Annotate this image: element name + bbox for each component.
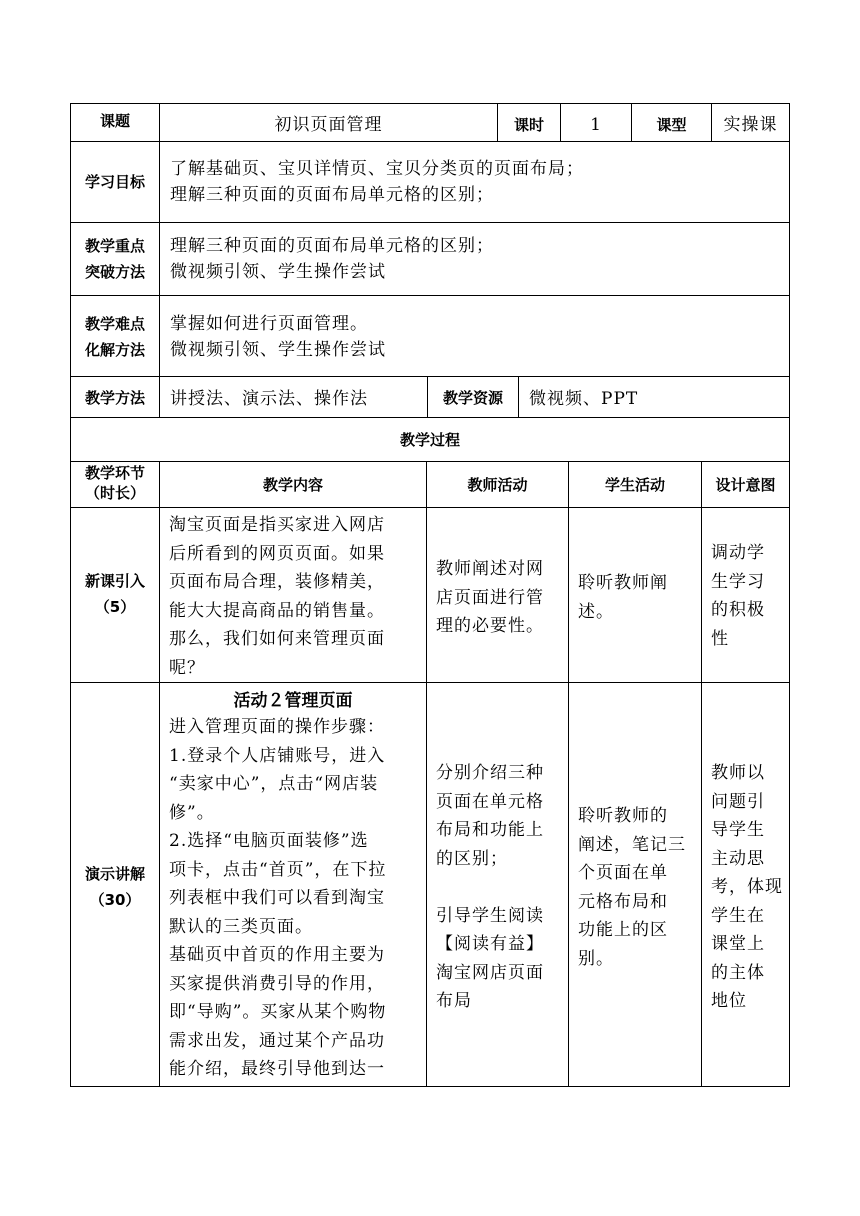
content-cell: 淘宝页面是指买家进入网店 后所看到的网页页面。如果 页面布局合理，装修精美， 能大大提高商品的销售量。 那么，我们如何来管理页面 呢？ — [169, 515, 385, 678]
table-rule — [70, 507, 790, 508]
col-header-stage: 教学环节 （时长） — [84, 464, 145, 502]
table-rule-v — [159, 461, 160, 1087]
key-points-label: 教学重点 突破方法 — [84, 237, 145, 281]
stage-cell: 演示讲解 （30） — [84, 865, 145, 909]
difficulties-text: 掌握如何进行页面管理。 微视频引领、学生操作尝试 — [170, 314, 386, 360]
table-rule-v — [568, 461, 569, 1087]
resources-value: 微视频、PPT — [529, 389, 639, 409]
hours-value: 1 — [590, 115, 602, 135]
table-rule — [70, 295, 790, 296]
methods-label: 教学方法 — [84, 389, 145, 407]
table-rule — [70, 417, 790, 418]
student-cell: 聆听教师阐 述。 — [578, 573, 668, 622]
resources-label: 教学资源 — [442, 389, 503, 407]
stage-cell: 新课引入 （5） — [84, 572, 145, 616]
table-rule-v — [159, 103, 160, 417]
col-header-intent: 设计意图 — [715, 476, 776, 494]
table-rule — [70, 682, 790, 683]
col-header-student: 学生活动 — [604, 476, 665, 494]
content-cell: 进入管理页面的操作步骤： 1.登录个人店铺账号，进入 “卖家中心”，点击“网店装 修”。 2.选择“电脑页面装修”选 项卡，点击“首页”，在下拉 列表框中我们可以看到淘宝 默认的三类页面。 基础页中首页的作用主要为 买家提供消费引导的作用， 即“导购”。买家从某个购物 需求出发，通过某个产品功 能介绍，最终引导他到达一 — [169, 717, 387, 1079]
col-header-teacher: 教师活动 — [467, 476, 528, 494]
goals-label: 学习目标 — [84, 173, 145, 191]
intent-cell: 教师以 问题引 导学生 主动思 考，体现 学生在 课堂上 的主体 地位 — [711, 763, 783, 1011]
intent-cell: 调动学 生学习 的积极 性 — [711, 543, 765, 649]
process-title: 教学过程 — [399, 431, 460, 449]
topic-label: 课题 — [99, 112, 130, 130]
hours-label: 课时 — [513, 116, 544, 134]
teacher-cell: 分别介绍三种 页面在单元格 布局和功能上 的区别； 引导学生阅读 【阅读有益】 淘宝网店页面 布局 — [436, 763, 544, 1011]
table-border-bottom — [70, 1086, 790, 1087]
methods-value: 讲授法、演示法、操作法 — [170, 389, 368, 409]
topic-value: 初识页面管理 — [274, 115, 383, 135]
goals-text: 了解基础页、宝贝详情页、宝贝分类页的页面布局； 理解三种页面的页面布局单元格的区别； — [170, 159, 584, 205]
type-value: 实操课 — [723, 115, 778, 135]
table-rule — [70, 141, 790, 142]
activity-title: 活动２管理页面 — [233, 691, 353, 711]
table-border-right — [789, 103, 790, 1087]
teacher-cell: 教师阐述对网 店页面进行管 理的必要性。 — [436, 559, 544, 636]
table-rule — [70, 222, 790, 223]
table-rule-v — [701, 461, 702, 1087]
difficulties-label: 教学难点 化解方法 — [84, 315, 145, 359]
table-border-top — [70, 103, 790, 104]
student-cell: 聆听教师的 阐述，笔记三 个页面在单 元格布局和 功能上的区 别。 — [578, 806, 686, 969]
table-rule-v — [518, 376, 519, 418]
table-rule — [70, 461, 790, 462]
col-header-content: 教学内容 — [262, 476, 323, 494]
type-label: 课型 — [656, 116, 687, 134]
table-rule-v — [426, 461, 427, 1087]
key-points-text: 理解三种页面的页面布局单元格的区别； 微视频引领、学生操作尝试 — [170, 236, 494, 282]
table-rule — [70, 376, 790, 377]
